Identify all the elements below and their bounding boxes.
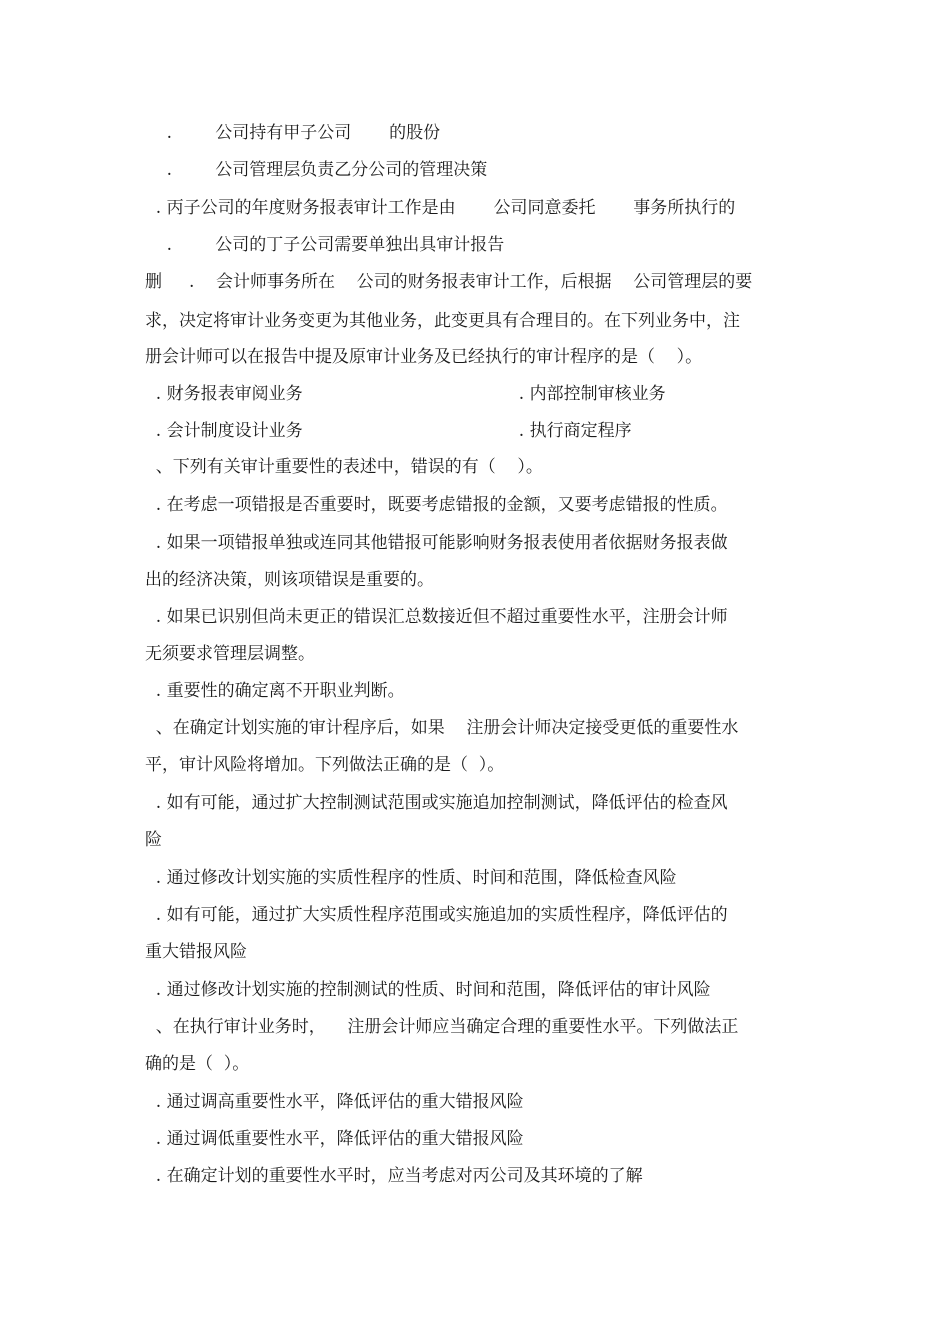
question-line: 、在确定计划实施的审计程序后，如果 注册会计师决定接受更低的重要性水 — [145, 718, 739, 738]
option-line: . 丙子公司的年度财务报表审计工作是由 公司同意委托 事务所执行的 — [145, 198, 736, 218]
option-line: 重大错报风险 — [145, 942, 247, 962]
option-line: . 在确定计划的重要性水平时，应当考虑对丙公司及其环境的了解 — [145, 1166, 643, 1186]
option-line: . 如果已识别但尚未更正的错误汇总数接近但不超过重要性水平，注册会计师 — [145, 607, 728, 627]
question-line: 、在执行审计业务时， 注册会计师应当确定合理的重要性水平。下列做法正 — [145, 1017, 739, 1037]
option-line: . 如有可能，通过扩大实质性程序范围或实施追加的实质性程序，降低评估的 — [145, 905, 728, 925]
option-line: . 如有可能，通过扩大控制测试范围或实施追加控制测试，降低评估的检查风 — [145, 793, 728, 813]
option-line: 险 — [145, 830, 162, 850]
option-line: . 在考虑一项错报是否重要时，既要考虑错报的金额，又要考虑错报的性质。 — [145, 495, 728, 515]
question-line: 、下列有关审计重要性的表述中，错误的有（ ）。 — [145, 457, 543, 477]
option-line: . 公司的丁子公司需要单独出具审计报告 — [145, 235, 505, 255]
option-line: . 通过调低重要性水平，降低评估的重大错报风险 — [145, 1129, 524, 1149]
option-line: . 公司持有甲子公司 的股份 — [145, 123, 441, 143]
option-line: . 重要性的确定离不开职业判断。 — [145, 681, 405, 701]
question-line: 册会计师可以在报告中提及原审计业务及已经执行的审计程序的是（ ）。 — [145, 347, 703, 367]
option-line: . 会计制度设计业务 . 执行商定程序 — [145, 421, 632, 441]
question-line: 平，审计风险将增加。下列做法正确的是（ ）。 — [145, 755, 505, 775]
option-line: . 通过调高重要性水平，降低评估的重大错报风险 — [145, 1092, 524, 1112]
option-line: . 通过修改计划实施的控制测试的性质、时间和范围，降低评估的审计风险 — [145, 980, 711, 1000]
question-line: 删 . 会计师事务所在 公司的财务报表审计工作，后根据 公司管理层的要 — [145, 272, 753, 292]
option-line: . 通过修改计划实施的实质性程序的性质、时间和范围，降低检查风险 — [145, 868, 677, 888]
option-line: . 公司管理层负责乙分公司的管理决策 — [145, 160, 488, 180]
option-line: 出的经济决策，则该项错误是重要的。 — [145, 570, 434, 590]
question-line: 求，决定将审计业务变更为其他业务，此变更具有合理目的。在下列业务中，注 — [145, 311, 740, 331]
option-line: . 财务报表审阅业务 . 内部控制审核业务 — [145, 384, 666, 404]
option-line: 无须要求管理层调整。 — [145, 644, 315, 664]
option-line: . 如果一项错报单独或连同其他错报可能影响财务报表使用者依据财务报表做 — [145, 533, 728, 553]
question-line: 确的是（ ）。 — [145, 1054, 250, 1074]
